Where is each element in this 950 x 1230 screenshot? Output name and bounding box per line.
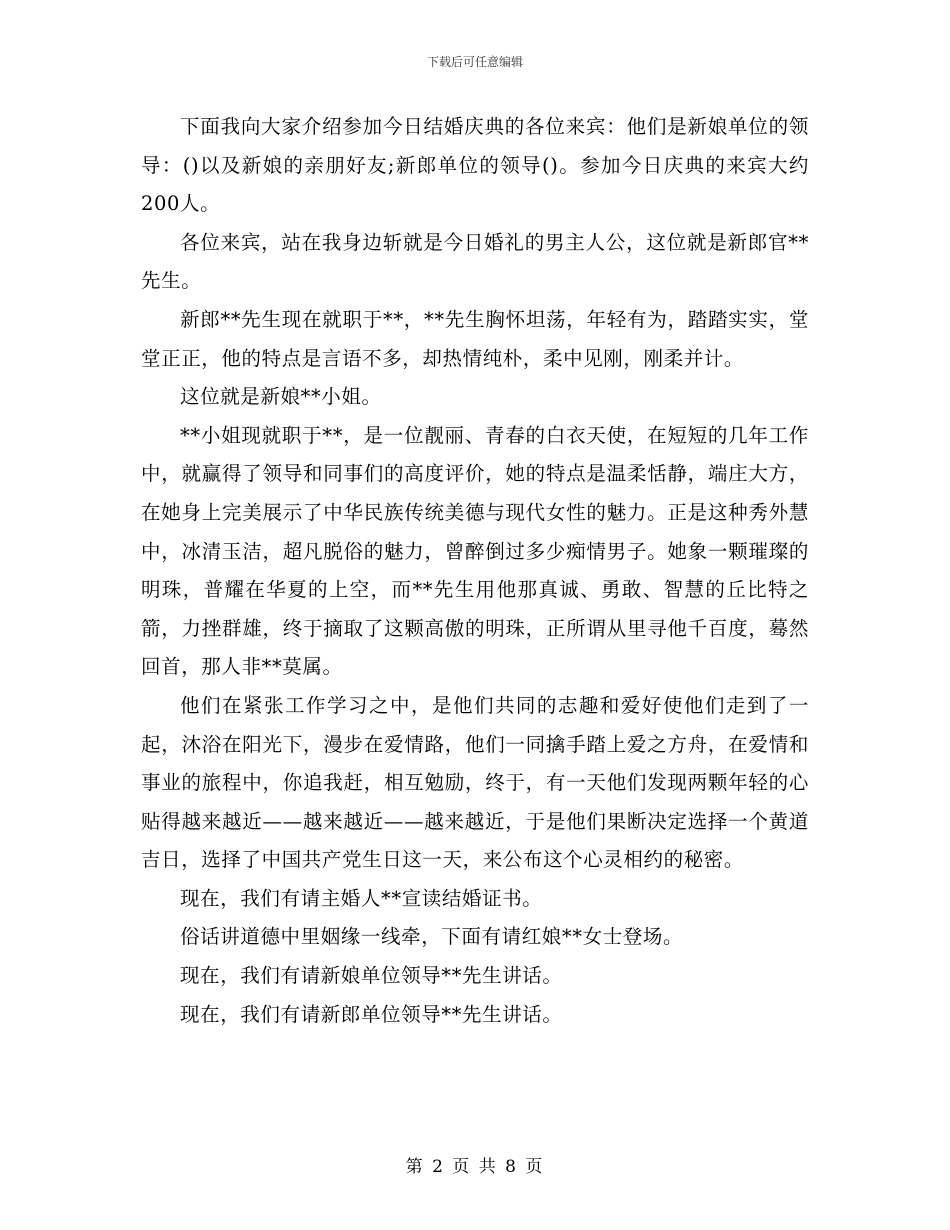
page-header: 下载后可任意编辑: [426, 55, 523, 69]
paragraph-officiant: 现在，我们有请主婚人**宣读结婚证书。: [180, 886, 543, 910]
document-body: [141, 108, 809, 1034]
paragraph-love-story: 他们在紧张工作学习之中，是他们共同的志趣和爱好使他们走到了一起，沐浴在阳光下，漫步在爱情路，他们一同擒手踏上爱之方舟，在爱情和事业的旅程中，你追我赶，相互勉励，终于，有一天他们发现两颗年轻的心贴得越来越近——越来越近——越来越近，于是他们果断决定选择一个黄道吉日，选择了中国共产党生日这一天，来公布这个心灵相约的秘密。: [141, 693, 809, 872]
paragraph-groom-leader: 现在，我们有请新郎单位领导**先生讲话。: [180, 1002, 563, 1026]
paragraph-bride-intro: 这位就是新娘**小姐。: [180, 385, 382, 409]
paragraph-bride-description: **小姐现就职于**，是一位靓丽、青春的白衣天使，在短短的几年工作中，就赢得了领导和同事们的高度评价，她的特点是温柔恬静，端庄大方，在她身上完美展示了中华民族传统美德与现代女性的魅力。正是这种秀外慧中，冰清玉洁，超凡脱俗的魅力，曾醉倒过多少痴情男子。她象一颗璀璨的明珠，普耀在华夏的上空，而**先生用他那真诚、勇敢、智慧的丘比特之箭，力挫群雄，终于摘取了这颗高傲的明珠，正所谓从里寻他千百度，蓦然回首，那人非**莫属。: [141, 423, 809, 679]
paragraph-matchmaker: 俗话讲道德中里姻缘一线牵，下面有请红娘**女士登场。: [180, 925, 684, 949]
paragraph-guests-intro: 下面我向大家介绍参加今日结婚庆典的各位来宾：他们是新娘单位的领导：()以及新娘的亲朋好友;新郎单位的领导()。参加今日庆典的来宾大约200人。: [141, 115, 809, 216]
paragraph-groom-intro: 各位来宾，站在我身边斩就是今日婚礼的男主人公，这位就是新郎官**先生。: [141, 230, 809, 293]
page-number: 第 2 页 共 8 页: [405, 1157, 545, 1177]
paragraph-groom-description: 新郎**先生现在就职于**，**先生胸怀坦荡，年轻有为，踏踏实实，堂堂正正，他的特点是言语不多，却热情纯朴，柔中见刚，刚柔并计。: [141, 307, 809, 370]
paragraph-bride-leader: 现在，我们有请新娘单位领导**先生讲话。: [180, 964, 563, 988]
